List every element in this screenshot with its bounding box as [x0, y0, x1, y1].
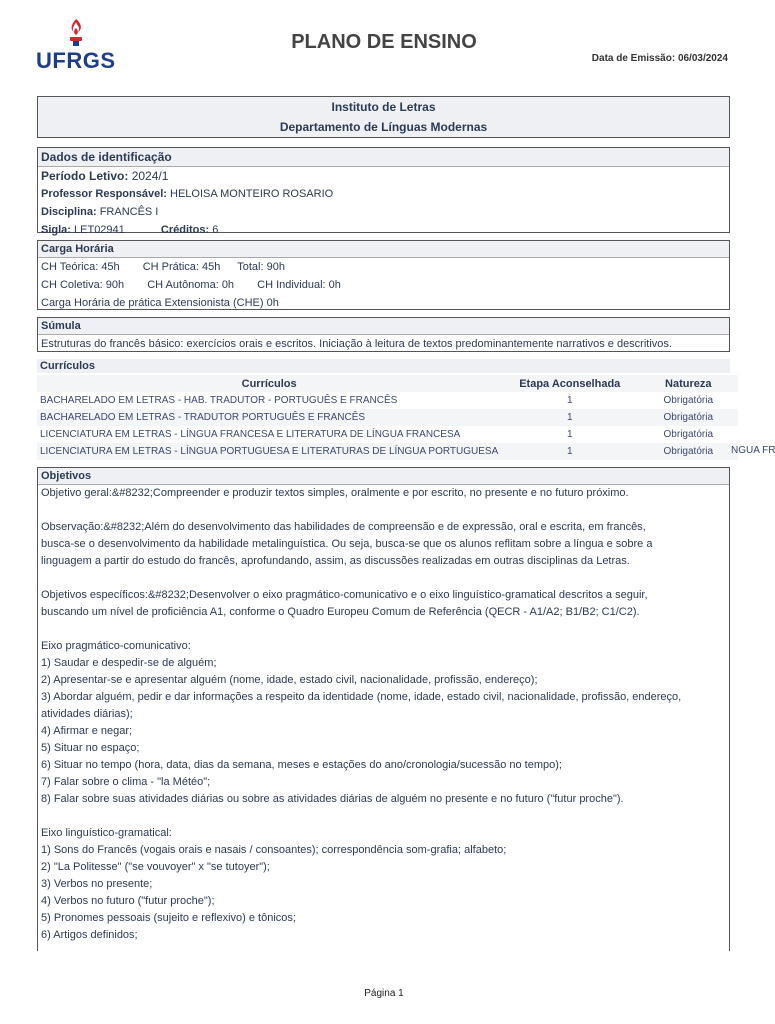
col-stage: Etapa Aconselhada — [501, 375, 638, 392]
period-value: 2024/1 — [131, 169, 169, 183]
emission-date — [592, 53, 728, 64]
curriculum-stage: 1 — [566, 395, 573, 406]
identification-section — [37, 147, 730, 236]
professor-value: HELOISA MONTEIRO ROSARIO — [170, 188, 334, 200]
institute-name: Instituto de Letras — [331, 100, 436, 114]
ch-extension: Carga Horária de prática Extensionista (CHE) 0h — [41, 297, 279, 309]
ch-collective: CH Coletiva: 90h — [41, 279, 125, 291]
period-row — [38, 167, 729, 185]
summary-heading: Súmula — [38, 318, 729, 335]
curricula-heading: Currículos — [37, 359, 730, 373]
curriculum-name: LICENCIATURA EM LETRAS - LÍNGUA FRANCESA E LITERATURA DE LÍNGUA FRANCESA — [40, 429, 461, 440]
document-title: PLANO DE ENSINO — [291, 31, 477, 53]
col-curricula: Currículos — [37, 375, 501, 392]
code-row — [38, 221, 729, 239]
overflow-text: NGUA FR — [731, 445, 775, 456]
discipline-label: Disciplina: — [41, 206, 97, 218]
ch-total: Total: 90h — [237, 261, 285, 273]
workload-row-2 — [38, 276, 729, 294]
curricula-header-row — [37, 375, 738, 392]
objectives-text: Objetivo geral:&#8232;Compreender e produzir textos simples, oralmente e por escrito, no presente e no futuro próximo. Observação:&#8232;Além do desenvolvimento das habilidades de compreensão e de expressão, oral e escrita, em francês, busca-se o desenvolvimento da habilidade metalinguística. Ou seja, busca-se que os alunos reflitam sobre a língua e sobre a linguagem a partir do estudo do francês, aprofundando, assim, as discussões realizadas em outras disciplinas da Letras. Objetivos específicos:&#8232;Desenvolver o eixo pragmático-comunicativo e o eixo linguístico-gramatical descritos a seguir, buscando um nível de proficiência A1, conforme o Quadro Europeu Comum de Referência (QECR - A1/A2; B1/B2; C1/C2). Eixo pragmático-comunicativo: 1) Saudar e despedir-se de alguém; 2) Apresentar-se e apresentar alguém (nome, idade, estado civil, nacionalidade, profissão, endereço); 3) Abordar alguém, pedir e dar informações a respeito da identidade (nome, idade, estado civil, nacionalidade, profissão, endereço, atividades diárias); 4) Afirmar e negar; 5) Situar no espaço; 6) Situar no tempo (hora, data, dias da semana, meses e estações do ano/cronologia/sucessão no tempo); 7) Falar sobre o clima - "la Météo"; 8) Falar sobre suas atividades diárias ou sobre as atividades diárias de alguém no presente e no futuro ("futur proche"). Eixo linguístico-gramatical: 1) Sons do Francês (vogais orais e nasais / consoantes); correspondência som-grafia; alfabeto; 2) "La Politesse" ("se vouvoyer" x "se tutoyer"); 3) Verbos no presente; 4) Verbos no futuro ("futur proche"); 5) Pronomes pessoais (sujeito e reflexivo) e tônicos; 6) Artigos definidos; — [41, 487, 682, 941]
table-row — [37, 392, 738, 409]
ch-theoretical: CH Teórica: 45h — [41, 261, 120, 273]
curriculum-stage: 1 — [566, 429, 573, 440]
col-nature: Natureza — [638, 375, 738, 392]
page-number: Página 1 — [364, 988, 404, 999]
curriculum-name: BACHARELADO EM LETRAS - TRADUTOR PORTUGUÊS E FRANCÊS — [37, 409, 501, 426]
curriculum-nature: Obrigatória — [638, 443, 738, 460]
discipline-row — [38, 203, 729, 221]
curriculum-nature: Obrigatória — [663, 429, 713, 440]
curriculum-stage: 1 — [501, 443, 638, 460]
objectives-heading: Objetivos — [38, 468, 729, 485]
objectives-section — [37, 467, 730, 951]
curriculum-name: BACHARELADO EM LETRAS - HAB. TRADUTOR - PORTUGUÊS E FRANCÊS — [40, 395, 398, 406]
ch-individual: CH Individual: 0h — [257, 279, 341, 291]
institution-box — [37, 96, 730, 138]
table-row — [37, 409, 738, 426]
curriculum-nature: Obrigatória — [638, 409, 738, 426]
identification-heading: Dados de identificação — [38, 148, 729, 167]
workload-heading: Carga Horária — [38, 241, 729, 258]
code-value: LET02941 — [74, 224, 125, 236]
table-row — [37, 426, 738, 443]
professor-label: Professor Responsável: — [41, 188, 167, 200]
period-label: Período Letivo: — [41, 169, 129, 183]
curriculum-stage: 1 — [501, 409, 638, 426]
professor-row — [38, 185, 729, 203]
summary-text: Estruturas do francês básico: exercícios orais e escritos. Iniciação à leitura de textos predominantemente narrativos e descritivos. — [41, 338, 672, 350]
ch-autonomous: CH Autônoma: 0h — [147, 279, 235, 291]
workload-section — [37, 240, 730, 310]
curriculum-name: LICENCIATURA EM LETRAS - LÍNGUA PORTUGUESA E LITERATURAS DE LÍNGUA PORTUGUESA — [37, 443, 501, 460]
summary-section — [37, 317, 730, 352]
curricula-table — [37, 375, 738, 460]
department-name: Departamento de Línguas Modernas — [279, 120, 488, 134]
workload-row-1 — [38, 258, 729, 276]
logo-text: UFRGS — [36, 48, 116, 73]
curriculum-nature: Obrigatória — [663, 395, 713, 406]
ch-practical: CH Prática: 45h — [142, 261, 221, 273]
emission-label: Data de Emissão: — [591, 53, 676, 64]
discipline-value: FRANCÊS I — [99, 206, 159, 218]
credits-label: Créditos: — [160, 224, 210, 236]
table-row — [37, 443, 738, 460]
code-label: Sigla: — [41, 224, 71, 236]
credits-value: 6 — [212, 224, 219, 236]
emission-value: 06/03/2024 — [677, 53, 728, 64]
